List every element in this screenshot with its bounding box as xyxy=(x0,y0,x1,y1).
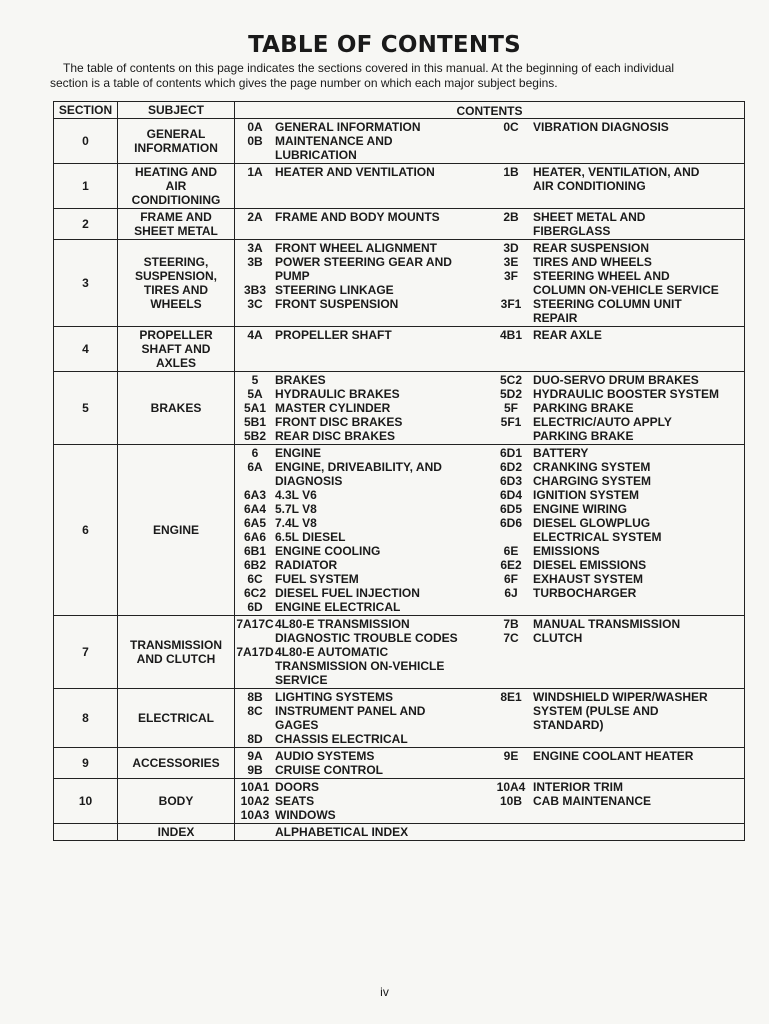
contents-column-right xyxy=(491,690,744,746)
intro-line-1: The table of contents on this page indicates the sections covered in this manual. At the beginning of each individual xyxy=(63,61,675,75)
entry-title: ENGINE xyxy=(275,446,322,460)
section-contents xyxy=(235,209,744,239)
entry-code: 10A3 xyxy=(240,808,270,822)
section-number: 4 xyxy=(54,327,118,371)
entry-title: WINDOWS xyxy=(275,808,336,822)
section-number: 3 xyxy=(54,240,118,326)
section-contents xyxy=(235,689,744,747)
entry-title: ENGINE WIRING xyxy=(533,502,628,516)
section-subject: ACCESSORIES xyxy=(118,748,235,778)
contents-entry[interactable] xyxy=(235,415,491,429)
entry-code: 6B1 xyxy=(243,544,266,558)
entry-code: 6J xyxy=(504,586,518,600)
contents-entry[interactable] xyxy=(235,297,491,311)
entry-title: CRANKING SYSTEM xyxy=(533,460,651,474)
contents-column-right xyxy=(491,373,744,443)
table-row xyxy=(54,240,744,327)
contents-entry[interactable] xyxy=(235,165,491,179)
section-contents xyxy=(235,616,744,688)
entry-title: CHARGING SYSTEM xyxy=(533,474,652,488)
contents-column-right xyxy=(491,446,744,614)
section-number: 1 xyxy=(54,164,118,208)
entry-title: 4L80-E AUTOMATIC TRANSMISSION ON-VEHICLE SERVICE xyxy=(275,645,445,687)
contents-entry[interactable] xyxy=(235,617,491,645)
contents-entry[interactable] xyxy=(491,120,744,134)
contents-entry[interactable] xyxy=(235,558,491,572)
entry-title: VIBRATION DIAGNOSIS xyxy=(533,120,669,134)
intro-line-2: section is a table of contents which gives the page number on which each major subject begins. xyxy=(50,76,558,90)
entry-title: WINDSHIELD WIPER/WASHER SYSTEM (PULSE AND STANDARD) xyxy=(533,690,708,732)
entry-title: PARKING BRAKE xyxy=(533,401,634,415)
contents-entry[interactable] xyxy=(235,763,491,777)
contents-table xyxy=(53,101,745,841)
entry-title: 4L80-E TRANSMISSION DIAGNOSTIC TROUBLE CODES xyxy=(275,617,458,645)
contents-entry[interactable] xyxy=(235,704,491,732)
header-section: SECTION xyxy=(54,102,118,118)
contents-entry[interactable] xyxy=(235,241,491,255)
entry-title: MANUAL TRANSMISSION xyxy=(533,617,681,631)
entry-code: 6D xyxy=(247,600,263,614)
table-body xyxy=(54,119,744,840)
entry-title: ALPHABETICAL INDEX xyxy=(275,825,409,839)
entry-title: ENGINE COOLING xyxy=(275,544,381,558)
entry-title: MASTER CYLINDER xyxy=(275,401,391,415)
entry-title: ENGINE COOLANT HEATER xyxy=(533,749,694,763)
entry-title: STEERING WHEEL AND COLUMN ON-VEHICLE SERVICE xyxy=(533,269,719,297)
contents-entry[interactable] xyxy=(235,732,491,746)
contents-column-left xyxy=(235,780,491,822)
entry-title: EMISSIONS xyxy=(533,544,600,558)
entry-code: 10A2 xyxy=(240,794,270,808)
entry-title: REAR DISC BRAKES xyxy=(275,429,396,443)
section-number xyxy=(54,824,118,840)
entry-code: 6 xyxy=(251,446,259,460)
entry-code: 3E xyxy=(503,255,519,269)
contents-entry[interactable] xyxy=(235,544,491,558)
section-contents xyxy=(235,748,744,778)
table-row xyxy=(54,824,744,840)
entry-code: 8D xyxy=(247,732,263,746)
entry-title: AUDIO SYSTEMS xyxy=(275,749,375,763)
entry-title: REAR AXLE xyxy=(533,328,602,342)
entry-code: 3F1 xyxy=(500,297,522,311)
intro-paragraph xyxy=(50,61,750,91)
entry-title: ENGINE ELECTRICAL xyxy=(275,600,401,614)
contents-entry[interactable] xyxy=(235,502,491,516)
entry-code: 9E xyxy=(503,749,519,763)
contents-entry[interactable] xyxy=(491,780,744,794)
section-subject: HEATING AND AIR CONDITIONING xyxy=(118,164,235,208)
table-header xyxy=(54,102,744,119)
entry-code: 3F xyxy=(503,269,518,283)
entry-code: 6F xyxy=(503,572,518,586)
table-row xyxy=(54,164,744,209)
section-subject: TRANSMISSION AND CLUTCH xyxy=(118,616,235,688)
entry-title: DOORS xyxy=(275,780,320,794)
entry-code: 0B xyxy=(247,134,263,148)
entry-code: 6A xyxy=(247,460,263,474)
contents-entry[interactable] xyxy=(491,387,744,401)
entry-code: 10A1 xyxy=(240,780,270,794)
entry-code: 9A xyxy=(247,749,263,763)
contents-entry[interactable] xyxy=(491,165,744,193)
section-number: 9 xyxy=(54,748,118,778)
entry-code: 6D6 xyxy=(499,516,522,530)
contents-entry[interactable] xyxy=(491,516,744,544)
contents-entry[interactable] xyxy=(235,387,491,401)
contents-entry[interactable] xyxy=(491,446,744,460)
section-subject: STEERING, SUSPENSION, TIRES AND WHEELS xyxy=(118,240,235,326)
entry-title: 5.7L V8 xyxy=(275,502,317,516)
contents-entry[interactable] xyxy=(235,460,491,488)
contents-column-right xyxy=(491,328,744,370)
contents-column-left xyxy=(235,210,491,238)
entry-code: 5F1 xyxy=(500,415,522,429)
entry-code: 1A xyxy=(247,165,263,179)
contents-entry[interactable] xyxy=(491,210,744,238)
contents-entry[interactable] xyxy=(235,645,491,687)
section-subject: BODY xyxy=(118,779,235,823)
table-row xyxy=(54,779,744,824)
contents-entry[interactable] xyxy=(491,572,744,586)
section-subject: GENERAL INFORMATION xyxy=(118,119,235,163)
section-number: 5 xyxy=(54,372,118,444)
entry-title: TURBOCHARGER xyxy=(533,586,637,600)
entry-code: 5B2 xyxy=(243,429,266,443)
contents-entry[interactable] xyxy=(491,415,744,443)
entry-title: FRONT WHEEL ALIGNMENT xyxy=(275,241,437,255)
entry-code: 5C2 xyxy=(499,373,522,387)
entry-code: 6A4 xyxy=(243,502,266,516)
entry-title: DUO-SERVO DRUM BRAKES xyxy=(533,373,699,387)
contents-entry[interactable] xyxy=(235,808,491,822)
entry-title: FRONT SUSPENSION xyxy=(275,297,399,311)
entry-title: MAINTENANCE AND LUBRICATION xyxy=(275,134,393,162)
section-subject: ENGINE xyxy=(118,445,235,615)
contents-entry[interactable] xyxy=(235,749,491,763)
entry-code: 6D4 xyxy=(499,488,522,502)
contents-entry[interactable] xyxy=(235,210,491,224)
section-subject: PROPELLER SHAFT AND AXLES xyxy=(118,327,235,371)
contents-entry[interactable] xyxy=(235,586,491,600)
entry-code: 3D xyxy=(503,241,519,255)
contents-column-left xyxy=(235,165,491,207)
entry-code: 6C xyxy=(247,572,263,586)
entry-code: 6D3 xyxy=(499,474,522,488)
entry-code: 6D2 xyxy=(499,460,522,474)
contents-entry[interactable] xyxy=(491,401,744,415)
entry-code: 7C xyxy=(503,631,519,645)
header-contents: CONTENTS xyxy=(456,104,523,118)
section-contents xyxy=(235,824,744,840)
table-row xyxy=(54,445,744,616)
table-row xyxy=(54,748,744,779)
contents-entry[interactable] xyxy=(491,460,744,474)
contents-entry[interactable] xyxy=(235,134,491,162)
contents-entry[interactable] xyxy=(491,749,744,763)
entry-title: FRAME AND BODY MOUNTS xyxy=(275,210,440,224)
entry-title: CHASSIS ELECTRICAL xyxy=(275,732,408,746)
entry-title: CLUTCH xyxy=(533,631,583,645)
entry-code: 6E xyxy=(503,544,519,558)
entry-title: LIGHTING SYSTEMS xyxy=(275,690,394,704)
contents-entry[interactable] xyxy=(235,283,491,297)
section-contents xyxy=(235,372,744,444)
contents-column-right xyxy=(491,825,744,839)
table-row xyxy=(54,689,744,748)
entry-title: SHEET METAL AND FIBERGLASS xyxy=(533,210,646,238)
contents-entry[interactable] xyxy=(235,530,491,544)
section-number: 6 xyxy=(54,445,118,615)
entry-title: IGNITION SYSTEM xyxy=(533,488,640,502)
section-subject: INDEX xyxy=(118,824,235,840)
entry-code: 5D2 xyxy=(499,387,522,401)
entry-code: 5F xyxy=(503,401,518,415)
contents-column-left xyxy=(235,617,491,687)
section-contents xyxy=(235,327,744,371)
entry-code: 2B xyxy=(503,210,519,224)
entry-code: 2A xyxy=(247,210,263,224)
entry-code: 8E1 xyxy=(500,690,522,704)
entry-title: FUEL SYSTEM xyxy=(275,572,359,586)
contents-column-left xyxy=(235,373,491,443)
entry-code: 6A3 xyxy=(243,488,266,502)
entry-title: HYDRAULIC BRAKES xyxy=(275,387,400,401)
table-row xyxy=(54,372,744,445)
entry-code: 8C xyxy=(247,704,263,718)
entry-title: STEERING COLUMN UNIT REPAIR xyxy=(533,297,682,325)
entry-code: 5A xyxy=(247,387,263,401)
entry-title: DIESEL FUEL INJECTION xyxy=(275,586,420,600)
entry-title: 6.5L DIESEL xyxy=(275,530,346,544)
entry-title: 4.3L V6 xyxy=(275,488,317,502)
section-subject: FRAME AND SHEET METAL xyxy=(118,209,235,239)
contents-entry[interactable] xyxy=(235,328,491,342)
contents-column-left xyxy=(235,825,491,839)
entry-title: ENGINE, DRIVEABILITY, AND DIAGNOSIS xyxy=(275,460,442,488)
contents-entry[interactable] xyxy=(491,297,744,325)
contents-entry[interactable] xyxy=(235,120,491,134)
entry-title: DIESEL EMISSIONS xyxy=(533,558,647,572)
section-contents xyxy=(235,445,744,615)
contents-entry[interactable] xyxy=(491,617,744,631)
entry-title: HEATER AND VENTILATION xyxy=(275,165,435,179)
section-number: 2 xyxy=(54,209,118,239)
entry-title: RADIATOR xyxy=(275,558,338,572)
entry-title: DIESEL GLOWPLUG ELECTRICAL SYSTEM xyxy=(533,516,662,544)
entry-code: 1B xyxy=(503,165,519,179)
contents-entry[interactable] xyxy=(235,373,491,387)
entry-title: EXHAUST SYSTEM xyxy=(533,572,644,586)
entry-title: STEERING LINKAGE xyxy=(275,283,394,297)
entry-title: INSTRUMENT PANEL AND GAGES xyxy=(275,704,426,732)
contents-column-right xyxy=(491,165,744,207)
contents-entry[interactable] xyxy=(491,544,744,558)
entry-title: 7.4L V8 xyxy=(275,516,317,530)
entry-code: 4B1 xyxy=(499,328,522,342)
contents-column-right xyxy=(491,749,744,777)
entry-code: 5B1 xyxy=(243,415,266,429)
entry-code xyxy=(235,825,275,839)
contents-column-left xyxy=(235,328,491,370)
entry-code: 6E2 xyxy=(500,558,522,572)
entry-code: 3C xyxy=(247,297,263,311)
entry-code: 0A xyxy=(247,120,263,134)
contents-entry[interactable] xyxy=(235,690,491,704)
contents-entry[interactable] xyxy=(235,429,491,443)
entry-code: 5A1 xyxy=(243,401,266,415)
page-number: iv xyxy=(380,985,389,999)
section-contents xyxy=(235,119,744,163)
entry-title: BATTERY xyxy=(533,446,589,460)
contents-entry[interactable] xyxy=(235,572,491,586)
contents-entry[interactable] xyxy=(491,241,744,255)
table-row xyxy=(54,209,744,240)
contents-column-right xyxy=(491,210,744,238)
table-row xyxy=(54,119,744,164)
contents-column-right xyxy=(491,241,744,325)
section-subject: ELECTRICAL xyxy=(118,689,235,747)
entry-title: HEATER, VENTILATION, AND AIR CONDITIONING xyxy=(533,165,700,193)
entry-code: 6A5 xyxy=(243,516,266,530)
table-row xyxy=(54,327,744,372)
section-contents xyxy=(235,779,744,823)
contents-entry[interactable] xyxy=(491,631,744,645)
header-subject: SUBJECT xyxy=(118,102,235,118)
entry-code: 7A17C xyxy=(236,617,274,631)
contents-entry[interactable] xyxy=(491,328,744,342)
entry-code: 10A4 xyxy=(496,780,526,794)
entry-code: 7B xyxy=(503,617,519,631)
contents-entry[interactable] xyxy=(491,474,744,488)
entry-code: 6B2 xyxy=(243,558,266,572)
entry-title: HYDRAULIC BOOSTER SYSTEM xyxy=(533,387,720,401)
contents-entry[interactable] xyxy=(235,488,491,502)
contents-column-left xyxy=(235,120,491,162)
entry-title: TIRES AND WHEELS xyxy=(533,255,652,269)
entry-code: 8B xyxy=(247,690,263,704)
entry-code: 5 xyxy=(251,373,259,387)
entry-code: 6C2 xyxy=(243,586,266,600)
contents-column-left xyxy=(235,446,491,614)
contents-entry[interactable] xyxy=(491,558,744,572)
entry-title: REAR SUSPENSION xyxy=(533,241,650,255)
contents-column-right xyxy=(491,120,744,162)
entry-code: 7A17D xyxy=(236,645,274,659)
contents-column-left xyxy=(235,749,491,777)
entry-title: INTERIOR TRIM xyxy=(533,780,623,794)
entry-code: 4A xyxy=(247,328,263,342)
contents-column-left xyxy=(235,690,491,746)
contents-entry[interactable] xyxy=(235,446,491,460)
section-number: 10 xyxy=(54,779,118,823)
section-contents xyxy=(235,164,744,208)
entry-code: 3A xyxy=(247,241,263,255)
section-contents xyxy=(235,240,744,326)
contents-entry[interactable] xyxy=(491,488,744,502)
contents-entry[interactable] xyxy=(235,516,491,530)
contents-column-right xyxy=(491,617,744,687)
contents-entry[interactable] xyxy=(235,255,491,283)
contents-entry[interactable] xyxy=(491,690,744,732)
contents-entry[interactable] xyxy=(491,502,744,516)
entry-code: 3B3 xyxy=(243,283,266,297)
entry-code: 9B xyxy=(247,763,263,777)
contents-column-left xyxy=(235,241,491,325)
entry-code: 10B xyxy=(499,794,522,808)
contents-entry[interactable] xyxy=(235,600,491,614)
contents-entry[interactable] xyxy=(491,586,744,600)
entry-code: 3B xyxy=(247,255,263,269)
entry-title: SEATS xyxy=(275,794,315,808)
table-row xyxy=(54,616,744,689)
entry-title: CRUISE CONTROL xyxy=(275,763,383,777)
contents-entry[interactable] xyxy=(235,401,491,415)
entry-title: BRAKES xyxy=(275,373,326,387)
entry-title: ELECTRIC/AUTO APPLY PARKING BRAKE xyxy=(533,415,672,443)
contents-entry[interactable] xyxy=(491,794,744,808)
section-number: 0 xyxy=(54,119,118,163)
entry-code: 0C xyxy=(503,120,519,134)
entry-code: 6D5 xyxy=(499,502,522,516)
contents-entry[interactable] xyxy=(235,825,491,839)
entry-code: 6A6 xyxy=(243,530,266,544)
contents-entry[interactable] xyxy=(491,269,744,297)
section-subject: BRAKES xyxy=(118,372,235,444)
entry-title: CAB MAINTENANCE xyxy=(533,794,651,808)
entry-title: PROPELLER SHAFT xyxy=(275,328,392,342)
section-number: 8 xyxy=(54,689,118,747)
entry-title: FRONT DISC BRAKES xyxy=(275,415,403,429)
contents-column-right xyxy=(491,780,744,822)
contents-entry[interactable] xyxy=(235,780,491,794)
entry-code: 6D1 xyxy=(499,446,522,460)
contents-entry[interactable] xyxy=(491,373,744,387)
contents-entry[interactable] xyxy=(491,255,744,269)
entry-title: GENERAL INFORMATION xyxy=(275,120,421,134)
contents-entry[interactable] xyxy=(235,794,491,808)
page-title: TABLE OF CONTENTS xyxy=(248,32,521,58)
entry-title: POWER STEERING GEAR AND PUMP xyxy=(275,255,452,283)
section-number: 7 xyxy=(54,616,118,688)
